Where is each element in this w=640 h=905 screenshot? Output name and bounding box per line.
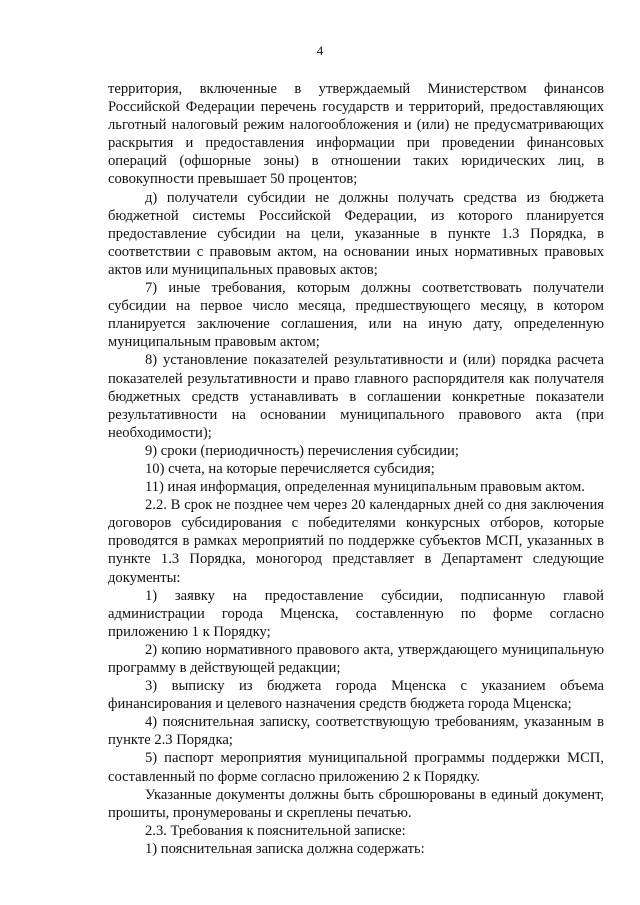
- paragraph-section-2-2: 2.2. В срок не позднее чем через 20 календарных дней со дня заключения договоров субсидирования с победителями конкурсных отборов, которые проводятся в рамках мероприятий по поддержке субъектов МСП, указанных в пункте 1.3 Порядка, моногород представляет в Департамент следующие документы:: [108, 497, 604, 586]
- paragraph-item-10: 10) счета, на которые перечисляется субсидия;: [145, 460, 435, 477]
- paragraph-section-2-3-item-1: 1) пояснительная записка должна содержать:: [145, 840, 425, 857]
- paragraph-continuation: территория, включенные в утверждаемый Министерством финансов Российской Федерации перечень государств и территорий, предоставляющих льготный налоговый режим налогообложения и (или) не предусматривающих раскрытия и предоставления информации при проведении финансовых операций (офшорные зоны) в отношении таких юридических лиц, в совокупности превышает 50 процентов;: [108, 81, 604, 188]
- paragraph-doc-5: 5) паспорт мероприятия муниципальной программы поддержки МСП, составленный по форме согласно приложению 2 к Порядку.: [108, 750, 604, 785]
- paragraph-doc-3: 3) выписку из бюджета города Мценска с указанием объема финансирования и целевого назначения средств бюджета города Мценска;: [108, 678, 604, 713]
- paragraph-item-d: д) получатели субсидии не должны получать средства из бюджета бюджетной системы Российской Федерации, из которого планируется предоставление субсидии на цели, указанные в пункте 1.3 Порядка, в соответствии с правовым актом, на основании иных нормативных правовых актов или муниципальных правовых актов;: [108, 189, 604, 278]
- paragraph-doc-1: 1) заявку на предоставление субсидии, подписанную главой администрации города Мценска, составленную по форме согласно приложению 1 к Порядку;: [108, 587, 604, 640]
- paragraph-item-9: 9) сроки (периодичность) перечисления субсидии;: [145, 442, 459, 459]
- paragraph-item-11: 11) иная информация, определенная муниципальным правовым актом.: [145, 479, 585, 496]
- document-body: [108, 80, 604, 858]
- page-number: 4: [316, 43, 324, 58]
- paragraph-section-2-3: 2.3. Требования к пояснительной записке:: [145, 822, 406, 839]
- paragraph-doc-2: 2) копию нормативного правового акта, утверждающего муниципальную программу в действующей редакции;: [108, 641, 604, 676]
- paragraph-doc-4: 4) пояснительная записку, соответствующую требованиям, указанным в пункте 2.3 Порядка;: [108, 714, 604, 749]
- paragraph-item-8: 8) установление показателей результативности и (или) порядка расчета показателей результативности и право главного распорядителя как получателя бюджетных средств устанавливать в соглашении конкретные показатели результативности на основании муниципального правового акта (при необходимости);: [108, 352, 604, 441]
- paragraph-binding-note: Указанные документы должны быть сброшюрованы в единый документ, прошиты, пронумерованы и скреплены печатью.: [108, 786, 604, 821]
- paragraph-item-7: 7) иные требования, которым должны соответствовать получатели субсидии на первое число месяца, предшествующего месяцу, в котором планируется заключение соглашения, или на иную дату, определенную муниципальным правовым актом;: [108, 280, 604, 351]
